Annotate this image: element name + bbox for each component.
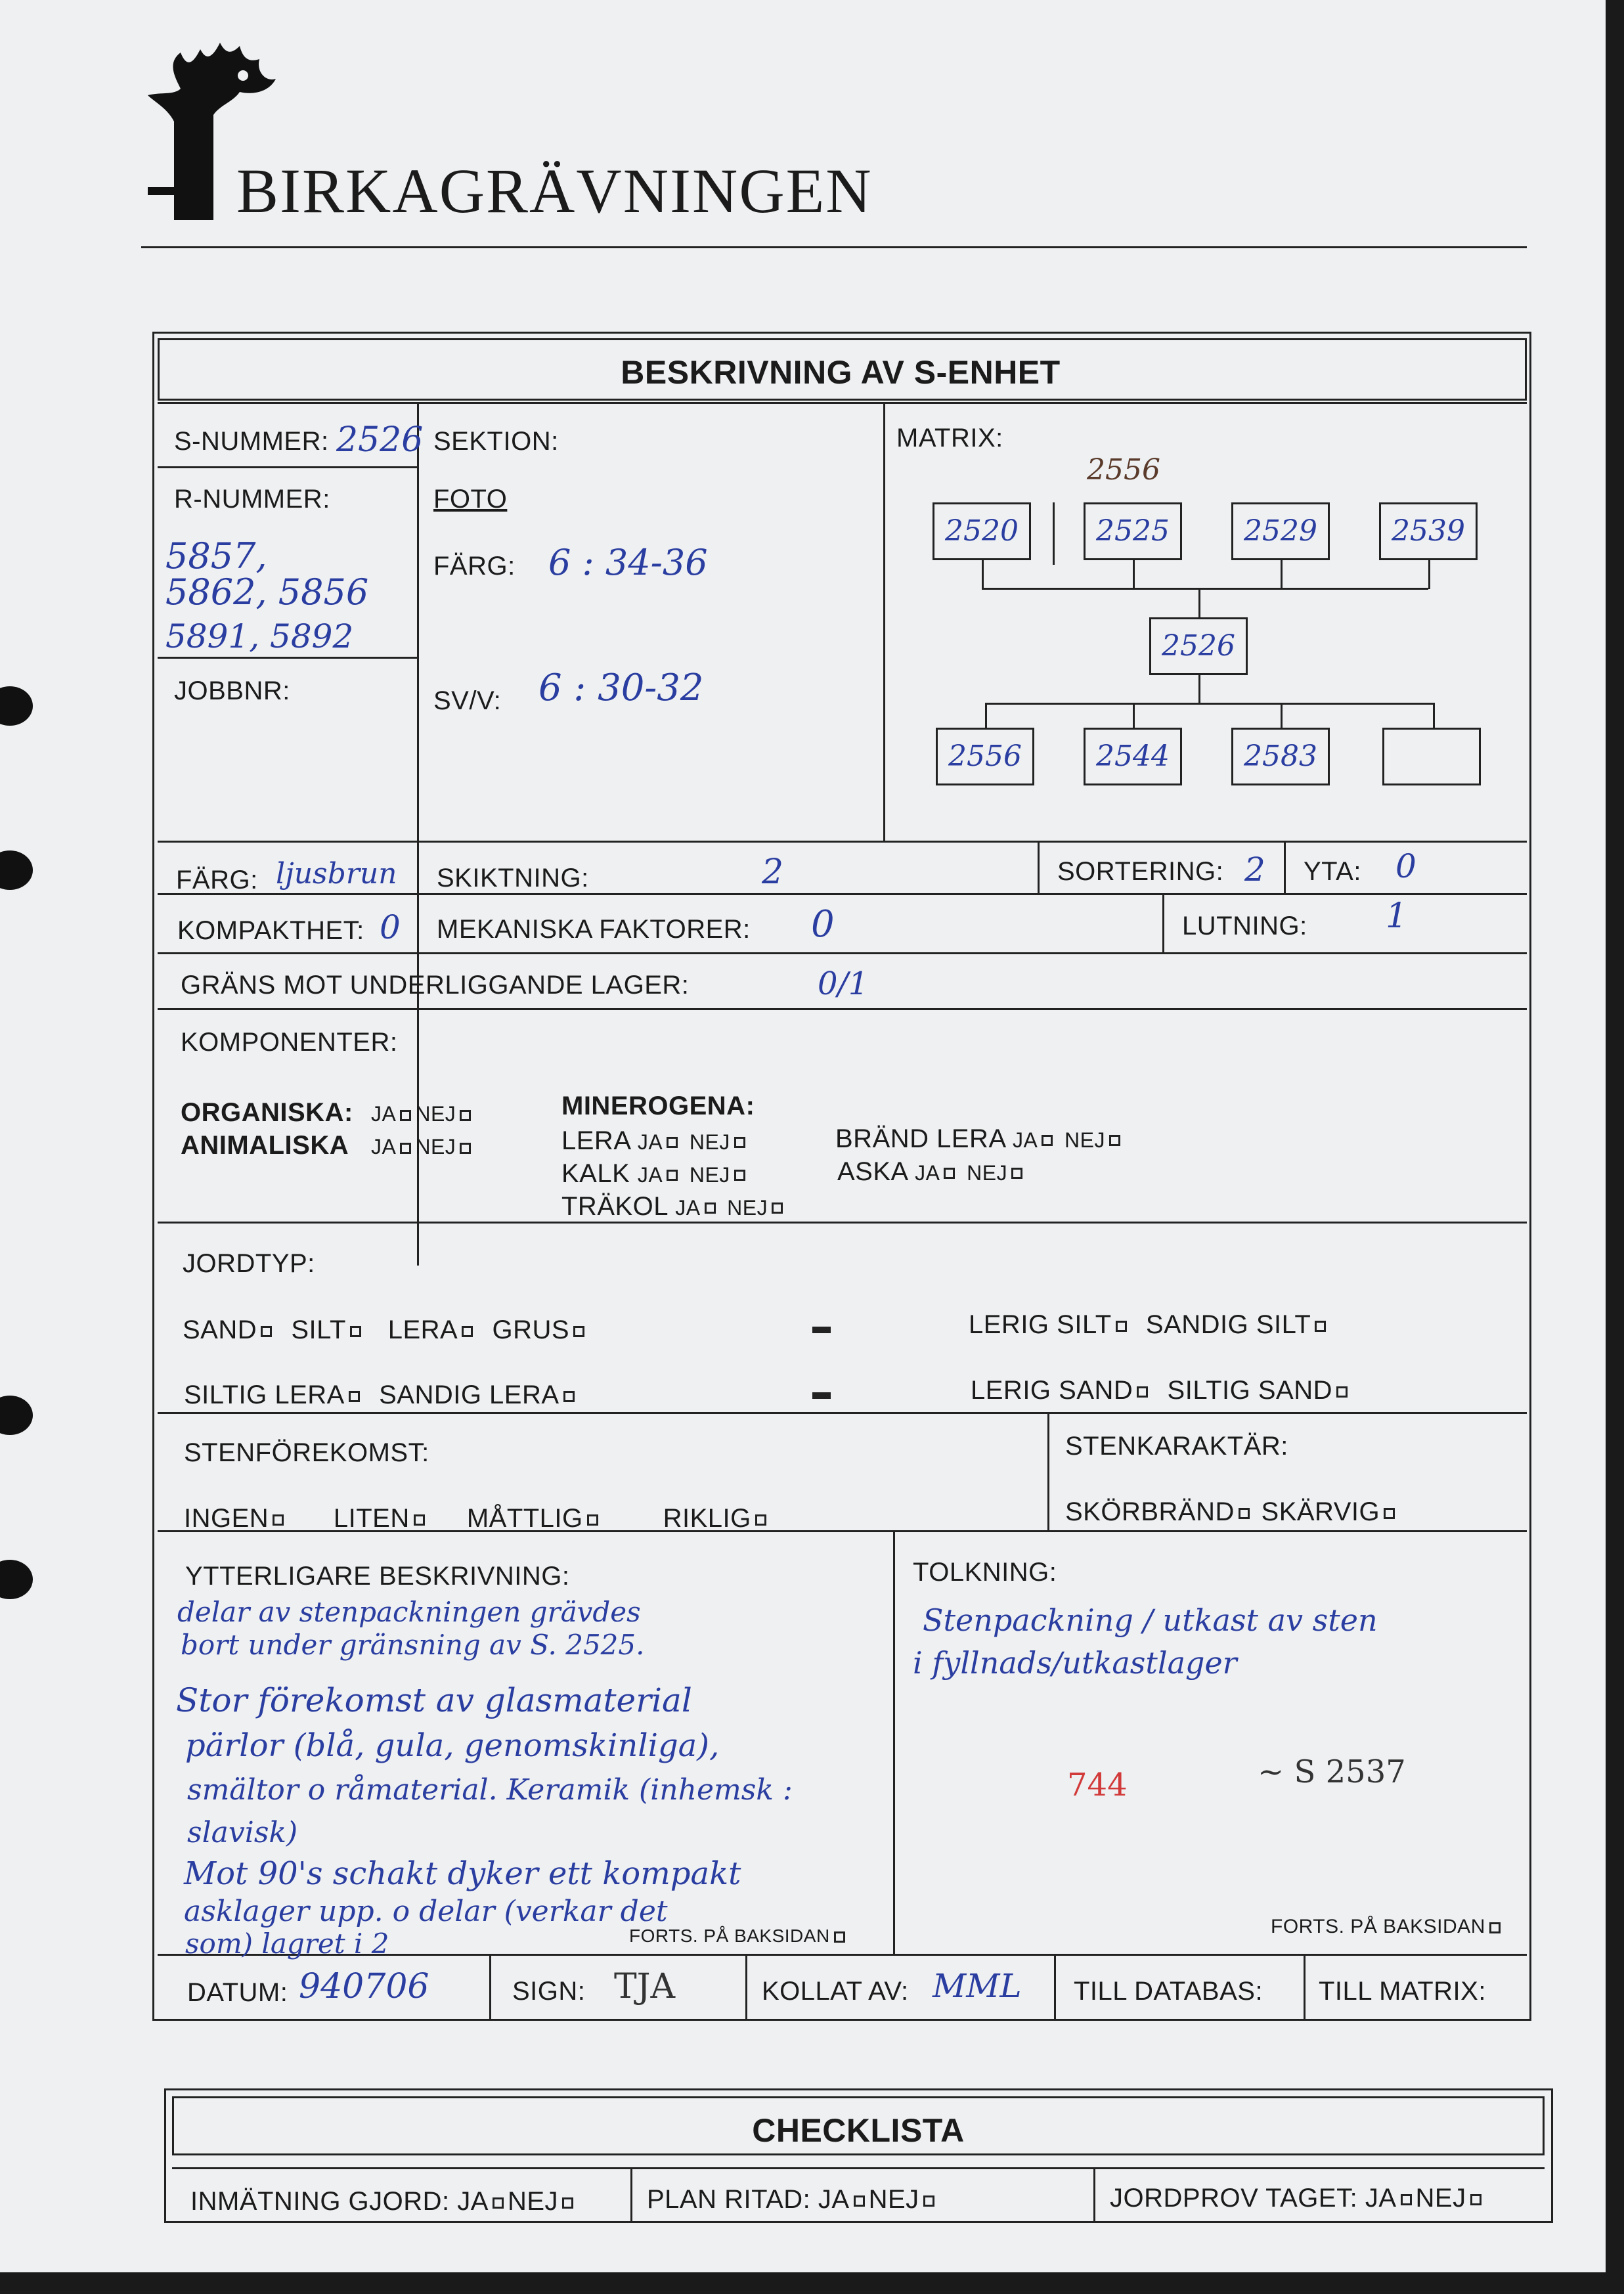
skorbrand-checkbox[interactable] bbox=[1239, 1508, 1250, 1519]
ja-text: JA bbox=[1365, 2184, 1397, 2213]
binder-hole bbox=[0, 850, 33, 890]
mattlig-text: MÅTTLIG bbox=[466, 1504, 583, 1533]
aska-ja-checkbox[interactable] bbox=[944, 1168, 955, 1179]
jordprov-option[interactable] bbox=[1110, 2184, 1485, 2213]
jordtyp-row-1[interactable] bbox=[183, 1315, 588, 1345]
ytterligare-line-4[interactable]: pärlor (blå, gula, genomskinliga), bbox=[185, 1727, 720, 1764]
lutning-label: LUTNING: bbox=[1182, 912, 1307, 940]
yta-value[interactable]: 0 bbox=[1395, 847, 1416, 885]
kollat-label: KOLLAT AV: bbox=[762, 1977, 909, 2006]
grid-line bbox=[158, 402, 1527, 404]
checklista-title: CHECKLISTA bbox=[752, 2112, 965, 2149]
lera-option[interactable] bbox=[561, 1126, 749, 1156]
matrix-connector bbox=[1133, 703, 1135, 729]
mattlig-checkbox[interactable] bbox=[587, 1514, 598, 1526]
nej-text: NEJ bbox=[415, 1102, 456, 1126]
grid-line bbox=[630, 2167, 632, 2221]
aska-nej-checkbox[interactable] bbox=[1011, 1168, 1022, 1179]
matrix-connector bbox=[1133, 560, 1135, 589]
riklig-text: RIKLIG bbox=[663, 1504, 751, 1533]
ingen-text: INGEN bbox=[184, 1504, 269, 1533]
matrix-connector bbox=[1198, 675, 1200, 703]
grid-line bbox=[158, 952, 1527, 954]
jordprov-text: JORDPROV TAGET: bbox=[1110, 2184, 1358, 2213]
inmatning-option[interactable] bbox=[190, 2187, 577, 2217]
trakol-text: TRÄKOL bbox=[561, 1192, 668, 1221]
lera-ja-checkbox[interactable] bbox=[667, 1137, 678, 1148]
nej-text: NEJ bbox=[689, 1130, 730, 1154]
grid-line bbox=[1093, 2167, 1095, 2221]
grus-text: GRUS bbox=[492, 1315, 570, 1344]
brand-lera-nej-checkbox[interactable] bbox=[1109, 1135, 1120, 1146]
sandig-lera-text: SANDIG LERA bbox=[379, 1380, 560, 1409]
animaliska-ja-checkbox[interactable] bbox=[400, 1143, 411, 1154]
s-nummer-label: S-NUMMER: bbox=[174, 427, 329, 456]
liten-text: LITEN bbox=[333, 1504, 410, 1533]
jordprov-nej-checkbox[interactable] bbox=[1470, 2194, 1481, 2205]
r-nummer-line-3[interactable]: 5891, 5892 bbox=[165, 617, 354, 655]
sign-label: SIGN: bbox=[512, 1977, 586, 2006]
trakol-option[interactable] bbox=[561, 1192, 787, 1222]
ytterligare-line-9[interactable]: som) lagret i 2 bbox=[185, 1928, 389, 1960]
grid-line bbox=[158, 466, 418, 468]
sortering-label: SORTERING: bbox=[1057, 857, 1224, 886]
inmatning-nej-checkbox[interactable] bbox=[562, 2197, 573, 2209]
matrix-above-1[interactable]: 2520 bbox=[933, 502, 1031, 560]
nej-text: NEJ bbox=[868, 2185, 919, 2214]
grid-line bbox=[1284, 841, 1286, 894]
grid-line bbox=[893, 1530, 895, 1954]
ja-text: JA bbox=[371, 1102, 397, 1126]
grus-checkbox[interactable] bbox=[573, 1326, 584, 1337]
inmatning-text: INMÄTNING GJORD: bbox=[190, 2187, 450, 2216]
aska-option[interactable] bbox=[837, 1157, 1026, 1187]
mekaniska-value[interactable]: 0 bbox=[811, 903, 835, 946]
nej-text: NEJ bbox=[415, 1135, 456, 1158]
skiktning-value[interactable]: 2 bbox=[762, 852, 784, 892]
lerig-silt-text: LERIG SILT bbox=[969, 1310, 1112, 1339]
r-nummer-line-1[interactable]: 5857, bbox=[165, 535, 267, 577]
ja-text: JA bbox=[1013, 1128, 1038, 1152]
svv-label: SV/V: bbox=[433, 686, 502, 715]
foto-farg-value[interactable]: 6 : 34-36 bbox=[548, 542, 708, 583]
liten-checkbox[interactable] bbox=[414, 1514, 425, 1526]
grid-line bbox=[158, 1008, 1527, 1010]
binder-hole bbox=[0, 1560, 33, 1599]
silt-text: SILT bbox=[291, 1315, 346, 1344]
databas-label: TILL DATABAS: bbox=[1074, 1977, 1263, 2006]
brand-lera-option[interactable] bbox=[835, 1124, 1124, 1154]
grid-line bbox=[1304, 1954, 1306, 2019]
matrix-footer-label: TILL MATRIX: bbox=[1319, 1977, 1486, 2006]
kollat-value[interactable]: MML bbox=[933, 1967, 1022, 2005]
matrix-connector bbox=[1281, 560, 1283, 589]
tolkning-note: ~ S 2537 bbox=[1258, 1754, 1406, 1790]
jordtyp-label: JORDTYP: bbox=[183, 1249, 315, 1278]
lera-text: LERA bbox=[387, 1315, 458, 1344]
matrix-connector bbox=[985, 703, 1435, 705]
siltig-sand-checkbox[interactable] bbox=[1336, 1386, 1348, 1398]
form-title: BESKRIVNING AV S-ENHET bbox=[621, 354, 1061, 391]
inmatning-ja-checkbox[interactable] bbox=[493, 2197, 504, 2209]
ja-text: JA bbox=[675, 1196, 701, 1220]
sandig-silt-text: SANDIG SILT bbox=[1145, 1310, 1311, 1339]
matrix-connector bbox=[1281, 703, 1283, 729]
ytterligare-line-7[interactable]: Mot 90's schakt dyker ett kompakt bbox=[184, 1855, 741, 1892]
kompakthet-value[interactable]: 0 bbox=[380, 908, 401, 946]
brand-lera-text: BRÄND LERA bbox=[835, 1124, 1005, 1153]
brand-lera-ja-checkbox[interactable] bbox=[1042, 1135, 1053, 1146]
siltig-sand-text: SILTIG SAND bbox=[1167, 1376, 1333, 1405]
matrix-above-3[interactable]: 2529 bbox=[1231, 502, 1330, 560]
siltig-lera-checkbox[interactable] bbox=[349, 1391, 360, 1402]
mekaniska-label: MEKANISKA FAKTORER: bbox=[437, 915, 751, 944]
yta-label: YTA: bbox=[1304, 857, 1361, 886]
r-nummer-label: R-NUMMER: bbox=[174, 485, 330, 514]
stenkaraktar-options[interactable] bbox=[1065, 1497, 1399, 1527]
tolkning-forts-checkbox[interactable] bbox=[1489, 1922, 1501, 1933]
tolkning-red-note: 744 bbox=[1067, 1767, 1128, 1803]
nej-text: NEJ bbox=[727, 1196, 768, 1220]
grid-line bbox=[1162, 893, 1164, 954]
tolkning-label: TOLKNING: bbox=[913, 1558, 1057, 1587]
lerig-sand-text: LERIG SAND bbox=[971, 1376, 1133, 1405]
kalk-ja-checkbox[interactable] bbox=[667, 1170, 678, 1181]
ytterligare-forts[interactable] bbox=[629, 1926, 849, 1947]
riklig-checkbox[interactable] bbox=[755, 1514, 766, 1526]
plan-option[interactable] bbox=[647, 2185, 938, 2215]
stenkaraktar-label: STENKARAKTÄR: bbox=[1065, 1432, 1288, 1461]
stenforekomst-label: STENFÖREKOMST: bbox=[184, 1438, 429, 1467]
komponenter-label: KOMPONENTER: bbox=[181, 1028, 398, 1057]
sortering-value[interactable]: 2 bbox=[1244, 850, 1265, 889]
sandig-lera-checkbox[interactable] bbox=[563, 1391, 575, 1402]
header-rule bbox=[141, 246, 1527, 248]
matrix-label: MATRIX: bbox=[896, 424, 1003, 452]
farg-value[interactable]: ljusbrun bbox=[276, 857, 397, 891]
skiktning-label: SKIKTNING: bbox=[437, 864, 589, 893]
dash-mark bbox=[812, 1392, 831, 1399]
datum-value[interactable]: 940706 bbox=[299, 1967, 429, 2006]
nej-text: NEJ bbox=[967, 1161, 1008, 1185]
grid-line bbox=[158, 1412, 1527, 1414]
svv-value[interactable]: 6 : 30-32 bbox=[538, 667, 704, 709]
matrix-connector bbox=[1428, 560, 1430, 589]
jordtyp-row-1-right[interactable] bbox=[969, 1310, 1330, 1340]
lera-nej-checkbox[interactable] bbox=[734, 1137, 745, 1148]
sign-value[interactable]: TJA bbox=[614, 1967, 676, 2006]
skarvig-text: SKÄRVIG bbox=[1261, 1497, 1380, 1526]
tolkning-forts[interactable] bbox=[1271, 1916, 1504, 1938]
jobbnr-label: JOBBNR: bbox=[174, 676, 290, 705]
animaliska-label: ANIMALISKA bbox=[181, 1131, 349, 1160]
plan-nej-checkbox[interactable] bbox=[923, 2195, 934, 2207]
ingen-checkbox[interactable] bbox=[273, 1514, 284, 1526]
ja-text: JA bbox=[915, 1161, 940, 1185]
ja-text: JA bbox=[637, 1163, 663, 1187]
ja-text: JA bbox=[818, 2185, 850, 2214]
ytterligare-label: YTTERLIGARE BESKRIVNING: bbox=[185, 1562, 570, 1591]
ja-text: JA bbox=[637, 1130, 663, 1154]
ytterligare-line-2[interactable]: bort under gränsning av S. 2525. bbox=[181, 1629, 645, 1661]
jordtyp-row-2[interactable] bbox=[184, 1380, 579, 1410]
animaliska-options[interactable] bbox=[371, 1135, 475, 1159]
r-nummer-line-2[interactable]: 5862, 5856 bbox=[165, 571, 369, 613]
minerogena-label: MINEROGENA: bbox=[561, 1092, 755, 1120]
plan-ja-checkbox[interactable] bbox=[854, 2195, 865, 2207]
binder-hole bbox=[0, 686, 33, 726]
lerig-sand-checkbox[interactable] bbox=[1137, 1386, 1148, 1398]
org-name: BIRKAGRÄVNINGEN bbox=[236, 156, 873, 226]
grans-value[interactable]: 0/1 bbox=[818, 965, 869, 1002]
matrix-connector bbox=[985, 703, 987, 729]
foto-farg-label: FÄRG: bbox=[433, 552, 516, 581]
grid-line bbox=[1047, 1412, 1049, 1532]
nej-text: NEJ bbox=[1064, 1128, 1105, 1152]
matrix-below-4[interactable] bbox=[1382, 728, 1481, 785]
sand-text: SAND bbox=[183, 1315, 257, 1344]
ja-text: JA bbox=[457, 2187, 489, 2216]
tolkning-line-2[interactable]: i fyllnads/utkastlager bbox=[913, 1645, 1237, 1681]
matrix-connector bbox=[1433, 703, 1435, 729]
skarvig-checkbox[interactable] bbox=[1384, 1508, 1395, 1519]
grid-line bbox=[1054, 1954, 1056, 2019]
sand-checkbox[interactable] bbox=[261, 1326, 272, 1337]
skorbrand-text: SKÖRBRÄND bbox=[1065, 1497, 1235, 1526]
ytterligare-line-8[interactable]: asklager upp. o delar (verkar det bbox=[184, 1895, 668, 1928]
jordprov-ja-checkbox[interactable] bbox=[1401, 2194, 1412, 2205]
grid-line bbox=[883, 402, 885, 842]
grid-line bbox=[745, 1954, 747, 2019]
silt-checkbox[interactable] bbox=[350, 1326, 361, 1337]
organiska-ja-checkbox[interactable] bbox=[400, 1110, 411, 1121]
nej-text: NEJ bbox=[507, 2187, 559, 2216]
grid-line bbox=[417, 893, 419, 954]
binder-hole bbox=[0, 1396, 33, 1435]
matrix-above-2[interactable]: 2525 bbox=[1084, 502, 1182, 560]
matrix-center[interactable]: 2526 bbox=[1149, 617, 1248, 675]
sektion-label: SEKTION: bbox=[433, 427, 559, 456]
matrix-below-2[interactable]: 2544 bbox=[1084, 728, 1182, 785]
sandig-silt-checkbox[interactable] bbox=[1315, 1321, 1326, 1332]
lera-text: LERA bbox=[561, 1126, 630, 1155]
ytterligare-line-6[interactable]: slavisk) bbox=[187, 1816, 298, 1849]
kalk-option[interactable] bbox=[561, 1159, 749, 1189]
tolkning-line-1[interactable]: Stenpackning / utkast av sten bbox=[923, 1602, 1378, 1638]
matrix-below-3[interactable]: 2583 bbox=[1231, 728, 1330, 785]
grid-line bbox=[158, 841, 1527, 843]
dash-mark bbox=[812, 1327, 831, 1333]
kompakthet-label: KOMPAKTHET: bbox=[177, 916, 364, 945]
grans-label: GRÄNS MOT UNDERLIGGANDE LAGER: bbox=[181, 971, 690, 1000]
ytterligare-line-3[interactable]: Stor förekomst av glasmaterial bbox=[176, 1681, 692, 1719]
datum-label: DATUM: bbox=[187, 1978, 288, 2007]
s-nummer-value[interactable]: 2526 bbox=[336, 420, 424, 460]
organiska-options[interactable] bbox=[371, 1102, 475, 1126]
nej-text: NEJ bbox=[1415, 2184, 1466, 2213]
ytterligare-line-5[interactable]: smältor o råmaterial. Keramik (inhemsk : bbox=[187, 1773, 793, 1807]
organiska-nej-checkbox[interactable] bbox=[460, 1110, 471, 1121]
trakol-ja-checkbox[interactable] bbox=[705, 1202, 716, 1214]
nej-text: NEJ bbox=[689, 1163, 730, 1187]
siltig-lera-text: SILTIG LERA bbox=[184, 1380, 345, 1409]
matrix-connector bbox=[982, 560, 984, 589]
matrix-connector bbox=[982, 588, 1428, 590]
forts-text: FORTS. PÅ BAKSIDAN bbox=[629, 1926, 830, 1946]
forts-text: FORTS. PÅ BAKSIDAN bbox=[1271, 1916, 1485, 1937]
farg-label: FÄRG: bbox=[176, 866, 258, 894]
matrix-connector bbox=[1198, 588, 1200, 617]
matrix-above-4[interactable]: 2539 bbox=[1379, 502, 1478, 560]
kalk-text: KALK bbox=[561, 1159, 630, 1188]
plan-text: PLAN RITAD: bbox=[647, 2185, 811, 2214]
aska-text: ASKA bbox=[837, 1157, 908, 1186]
foto-label: FOTO bbox=[433, 485, 508, 514]
matrix-note: 2556 bbox=[1087, 453, 1160, 487]
lera-checkbox[interactable] bbox=[462, 1326, 473, 1337]
grid-line bbox=[172, 2167, 1545, 2169]
jordtyp-row-2-right[interactable] bbox=[971, 1376, 1351, 1405]
organiska-label: ORGANISKA: bbox=[181, 1098, 353, 1127]
stenforekomst-options[interactable] bbox=[184, 1504, 770, 1533]
grid-line bbox=[489, 1954, 491, 2019]
ytterligare-forts-checkbox[interactable] bbox=[834, 1931, 845, 1943]
lutning-value[interactable]: 1 bbox=[1386, 896, 1408, 936]
matrix-connector bbox=[1053, 502, 1055, 565]
animaliska-nej-checkbox[interactable] bbox=[460, 1143, 471, 1154]
kalk-nej-checkbox[interactable] bbox=[734, 1170, 745, 1181]
lerig-silt-checkbox[interactable] bbox=[1116, 1321, 1127, 1332]
grid-line bbox=[158, 657, 418, 659]
grid-line bbox=[158, 1222, 1527, 1224]
grid-line bbox=[1038, 841, 1040, 894]
ja-text: JA bbox=[371, 1135, 397, 1158]
matrix-below-1[interactable]: 2556 bbox=[936, 728, 1034, 785]
grid-line bbox=[158, 893, 1527, 895]
ytterligare-line-1[interactable]: delar av stenpackningen grävdes bbox=[177, 1596, 641, 1628]
trakol-nej-checkbox[interactable] bbox=[772, 1202, 783, 1214]
